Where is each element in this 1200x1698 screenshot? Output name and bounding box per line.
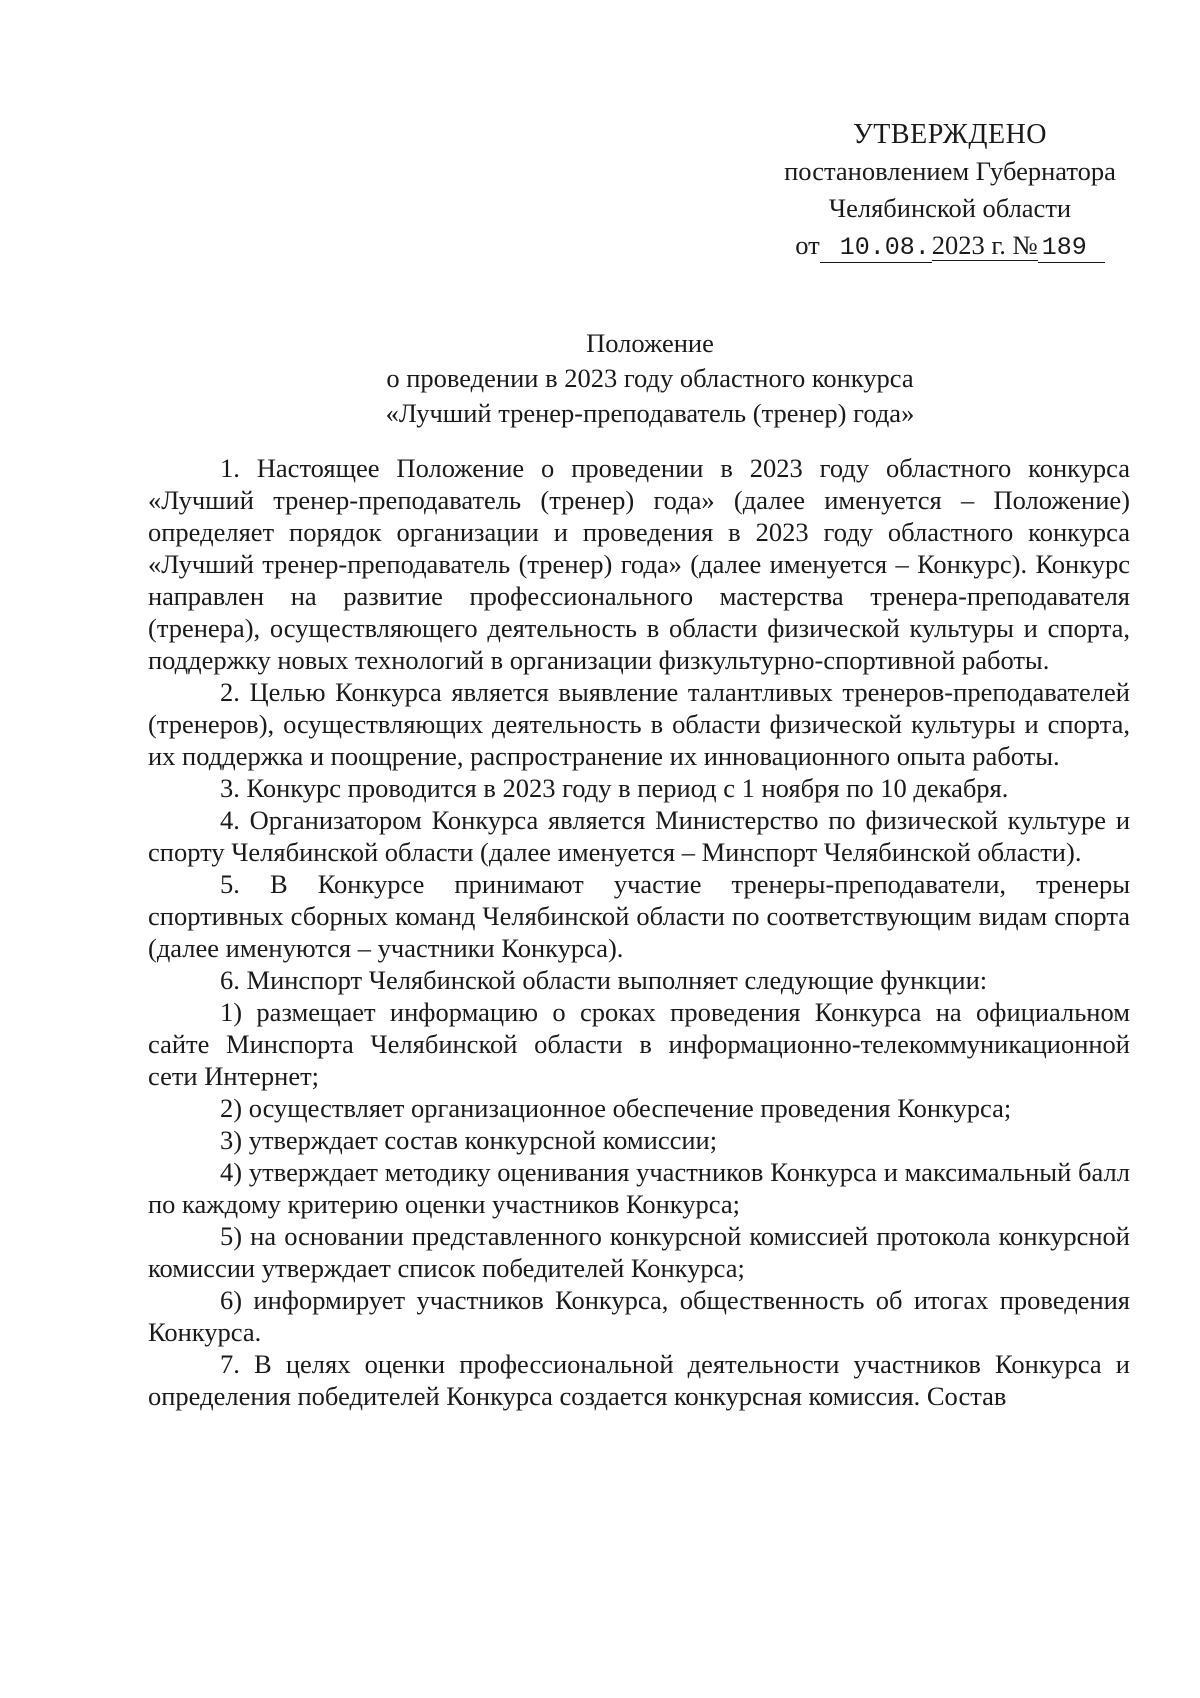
paragraph-3: 3. Конкурс проводится в 2023 году в период с 1 ноября по 10 декабря.	[220, 773, 1009, 803]
function-item-2: 2) осуществляет организационное обеспечение проведения Конкурса;	[220, 1093, 1012, 1123]
approval-stamp-block	[760, 116, 1140, 264]
document-body	[148, 452, 1130, 1412]
approval-line-1: постановлением Губернатора	[784, 156, 1116, 186]
paragraph-7: 7. В целях оценки профессиональной деятельности участников Конкурса и определения победителей Конкурса создается конкурсная комиссия. Состав	[148, 1349, 1130, 1411]
paragraph-4: 4. Организатором Конкурса является Министерство по физической культуре и спорту Челябинской области (далее именуется – Минспорт Челябинской области).	[148, 805, 1130, 867]
title-line-1: Положение	[586, 328, 714, 358]
title-line-2: о проведении в 2023 году областного конкурса	[386, 363, 914, 393]
function-item-3: 3) утверждает состав конкурсной комиссии;	[220, 1125, 718, 1155]
date-prefix: от	[795, 230, 820, 260]
function-item-4: 4) утверждает методику оценивания участников Конкурса и максимальный балл по каждому критерию оценки участников Конкурса;	[148, 1157, 1130, 1219]
paragraph-6: 6. Минспорт Челябинской области выполняет следующие функции:	[220, 965, 988, 995]
approval-line-2: Челябинской области	[828, 193, 1072, 223]
date-value: 10.08.	[820, 233, 932, 263]
decree-number: 189	[1038, 233, 1105, 263]
function-item-5: 5) на основании представленного конкурсной комиссией протокола конкурсной комиссии утверждает список победителей Конкурса;	[148, 1221, 1130, 1283]
paragraph-2: 2. Целью Конкурса является выявление талантливых тренеров-преподавателей (тренеров), осуществляющих деятельность в области физической культуры и спорта, их поддержка и поощрение, распространение их инновационного опыта работы.	[148, 677, 1130, 771]
function-item-1: 1) размещает информацию о сроках проведения Конкурса на официальном сайте Минспорта Челябинской области в информационно-телекоммуникационной сети Интернет;	[148, 997, 1130, 1091]
date-year-number-label: 2023 г. №	[931, 230, 1038, 260]
paragraph-1: 1. Настоящее Положение о проведении в 2023 году областного конкурса «Лучший тренер-преподаватель (тренер) года» (далее именуется – Положение) определяет порядок организации и проведения в 2023 году областного конкурса «Лучший тренер-преподаватель (тренер) года» (далее именуется – Конкурс). Конкурс направлен на развитие профессионального мастерства тренера-преподавателя (тренера), осуществляющего деятельность в области физической культуры и спорта, поддержку новых технологий в организации физкультурно-спортивной работы.	[148, 453, 1130, 675]
paragraph-5: 5. В Конкурсе принимают участие тренеры-преподаватели, тренеры спортивных сборных команд Челябинской области по соответствующим видам спорта (далее именуются – участники Конкурса).	[148, 869, 1130, 963]
approval-date-line	[760, 227, 1140, 264]
title-line-3: «Лучший тренер-преподаватель (тренер) года»	[385, 398, 915, 428]
function-item-6: 6) информирует участников Конкурса, общественность об итогах проведения Конкурса.	[148, 1285, 1130, 1347]
document-title	[150, 326, 1150, 431]
approval-title: УТВЕРЖДЕНО	[852, 119, 1048, 150]
